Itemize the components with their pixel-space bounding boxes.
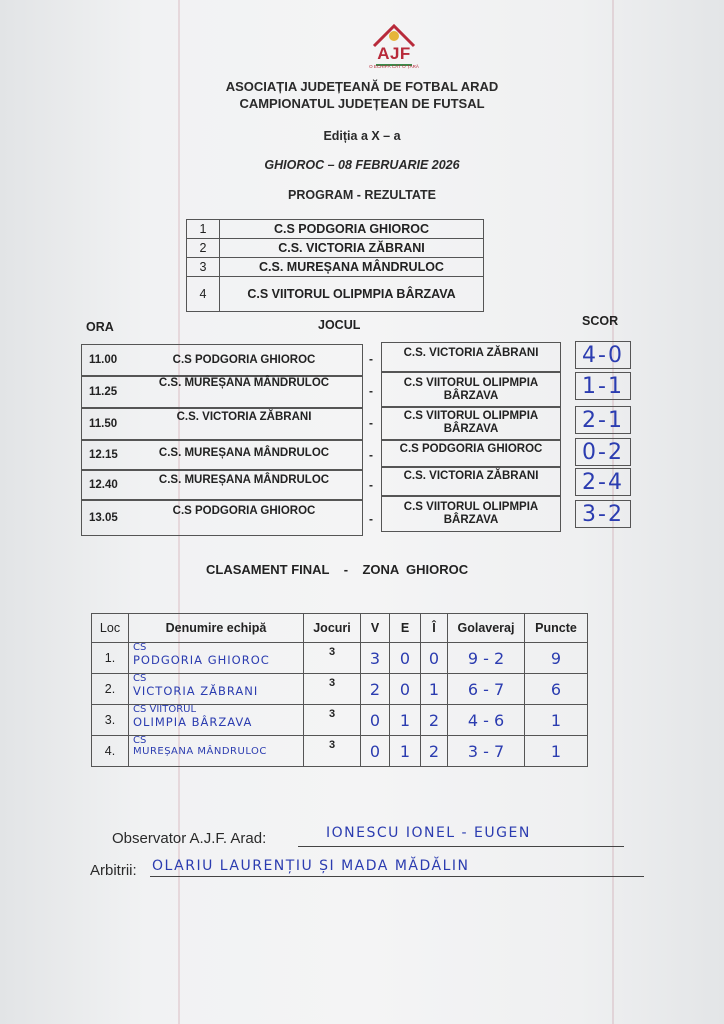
match-score: 2-1 <box>575 406 631 434</box>
row-team <box>129 643 304 674</box>
edition: Ediția a X – a <box>323 129 401 143</box>
col-games: Jocuri <box>304 614 361 643</box>
team-row <box>187 277 484 312</box>
match-dash: - <box>369 478 373 492</box>
match-away: C.S VIITORUL OLIPMPIA BÂRZAVA <box>381 496 561 532</box>
row-wins <box>361 705 390 736</box>
row-goals <box>448 643 525 674</box>
header-game: JOCUL <box>318 318 361 332</box>
row-losses <box>421 643 448 674</box>
value: 9 <box>550 648 562 668</box>
row-games: 3 <box>304 643 361 674</box>
referees-label: Arbitrii: <box>90 862 137 879</box>
value: 1 <box>399 741 411 761</box>
logo-text: AJF <box>377 44 411 63</box>
team-name: C.S VIITORUL OLIPMPIA BÂRZAVA <box>220 277 484 312</box>
value: 6 <box>550 679 562 699</box>
value: 4 - 6 <box>467 710 505 730</box>
row-games: 3 <box>304 705 361 736</box>
match-away: C.S VIITORUL OLIPMPIA BÂRZAVA <box>381 372 561 408</box>
location-date: GHIOROC – 08 FEBRUARIE 2026 <box>264 158 460 172</box>
match-dash: - <box>369 512 373 526</box>
team-prefix: CS VIITORUL <box>133 704 197 715</box>
team-name: VICTORIA ZĂBRANI <box>133 684 259 698</box>
observer-line <box>298 846 624 847</box>
match-dash: - <box>369 416 373 430</box>
match-away: C.S PODGORIA GHIOROC <box>381 440 561 468</box>
match-score: 2-4 <box>575 468 631 496</box>
match-score: 3-2 <box>575 500 631 528</box>
col-losses: Î <box>421 614 448 643</box>
match-time: 11.25 <box>81 376 363 408</box>
value: 1 <box>428 679 440 699</box>
row-team <box>129 736 304 767</box>
team-name: C.S. VICTORIA ZĂBRANI <box>220 239 484 258</box>
value: 0 <box>369 741 381 761</box>
match-time: 13.05 <box>81 500 363 536</box>
standings-row <box>92 705 588 736</box>
observer-name: IONESCU IONEL - EUGEN <box>326 825 531 841</box>
standings-row <box>92 674 588 705</box>
row-loc: 3. <box>92 705 129 736</box>
value: 9 - 2 <box>467 648 505 668</box>
match-dash: - <box>369 384 373 398</box>
row-loc: 4. <box>92 736 129 767</box>
logo-tagline: O ECHIPĂ CÂT O ȚARĂ <box>369 64 419 69</box>
championship-title: CAMPIONATUL JUDEȚEAN DE FUTSAL <box>239 96 485 111</box>
teams-table <box>186 219 484 312</box>
row-games: 3 <box>304 736 361 767</box>
value: 1 <box>399 710 411 730</box>
team-prefix: CS <box>133 673 147 684</box>
team-row <box>187 239 484 258</box>
match-time: 11.50 <box>81 408 363 440</box>
match-dash: - <box>369 448 373 462</box>
row-goals <box>448 674 525 705</box>
value: 3 - 7 <box>467 741 505 761</box>
value: 0 <box>428 648 440 668</box>
row-draws <box>390 736 421 767</box>
value: 1 <box>550 710 562 730</box>
match-away: C.S VIITORUL OLIPMPIA BÂRZAVA <box>381 406 561 440</box>
value: 1 <box>550 741 562 761</box>
match-home: C.S PODGORIA GHIOROC <box>172 505 316 517</box>
team-num: 4 <box>187 277 220 312</box>
referees-line <box>150 876 644 877</box>
match-score: 1-1 <box>575 372 631 400</box>
row-wins <box>361 643 390 674</box>
team-prefix: CS <box>133 735 147 746</box>
match-away: C.S. VICTORIA ZĂBRANI <box>381 342 561 372</box>
value: 0 <box>399 679 411 699</box>
standings-table <box>91 613 588 767</box>
team-name: C.S. MUREȘANA MÂNDRULOC <box>220 258 484 277</box>
col-goals: Golaveraj <box>448 614 525 643</box>
value: 2 <box>428 741 440 761</box>
col-wins: V <box>361 614 390 643</box>
row-points <box>525 736 588 767</box>
row-loc: 2. <box>92 674 129 705</box>
match-time: 11.00 <box>81 344 363 376</box>
team-row <box>187 220 484 239</box>
row-games: 3 <box>304 674 361 705</box>
row-goals <box>448 705 525 736</box>
team-num: 2 <box>187 239 220 258</box>
row-points <box>525 643 588 674</box>
match-dash: - <box>369 352 373 366</box>
match-time: 12.15 <box>81 440 363 470</box>
match-home: C.S. MUREȘANA MÂNDRULOC <box>158 377 330 389</box>
row-wins <box>361 674 390 705</box>
col-loc: Loc <box>92 614 129 643</box>
row-losses <box>421 736 448 767</box>
row-goals <box>448 736 525 767</box>
match-score: 4-0 <box>575 341 631 369</box>
match-home: C.S. MUREȘANA MÂNDRULOC <box>158 474 330 486</box>
team-num: 1 <box>187 220 220 239</box>
team-num: 3 <box>187 258 220 277</box>
row-points <box>525 674 588 705</box>
association-title: ASOCIAȚIA JUDEȚEANĂ DE FOTBAL ARAD <box>225 79 499 94</box>
header-time: ORA <box>86 320 114 334</box>
team-name: MUREȘANA MÂNDRULOC <box>133 746 267 757</box>
value: 0 <box>399 648 411 668</box>
row-draws <box>390 674 421 705</box>
match-home: C.S PODGORIA GHIOROC <box>172 354 316 366</box>
row-points <box>525 705 588 736</box>
match-home: C.S. MUREȘANA MÂNDRULOC <box>158 447 330 459</box>
value: 6 - 7 <box>467 679 505 699</box>
value: 2 <box>369 679 381 699</box>
match-time: 12.40 <box>81 470 363 500</box>
match-away: C.S. VICTORIA ZĂBRANI <box>381 466 561 496</box>
team-name: PODGORIA GHIOROC <box>133 653 270 667</box>
row-team <box>129 705 304 736</box>
match-score: 0-2 <box>575 438 631 466</box>
referees-names: OLARIU LAURENȚIU ȘI MADA MĂDĂLIN <box>152 858 470 874</box>
row-wins <box>361 736 390 767</box>
team-prefix: CS <box>133 642 147 653</box>
row-loc: 1. <box>92 643 129 674</box>
team-name: OLIMPIA BÂRZAVA <box>133 715 253 729</box>
value: 3 <box>369 648 381 668</box>
col-points: Puncte <box>525 614 588 643</box>
standings-row <box>92 736 588 767</box>
section-title: PROGRAM - REZULTATE <box>288 188 436 202</box>
standings-title: CLASAMENT FINAL - ZONA GHIOROC <box>206 562 469 577</box>
row-draws <box>390 643 421 674</box>
value: 0 <box>369 710 381 730</box>
row-losses <box>421 705 448 736</box>
value: 2 <box>428 710 440 730</box>
team-name: C.S PODGORIA GHIOROC <box>220 220 484 239</box>
row-losses <box>421 674 448 705</box>
header-score: SCOR <box>582 314 619 328</box>
observer-label: Observator A.J.F. Arad: <box>112 830 267 847</box>
match-home: C.S. VICTORIA ZĂBRANI <box>176 411 312 423</box>
col-team: Denumire echipă <box>129 614 304 643</box>
standings-header-row <box>92 614 588 643</box>
team-row <box>187 258 484 277</box>
row-draws <box>390 705 421 736</box>
standings-row <box>92 643 588 674</box>
row-team <box>129 674 304 705</box>
col-draws: E <box>390 614 421 643</box>
